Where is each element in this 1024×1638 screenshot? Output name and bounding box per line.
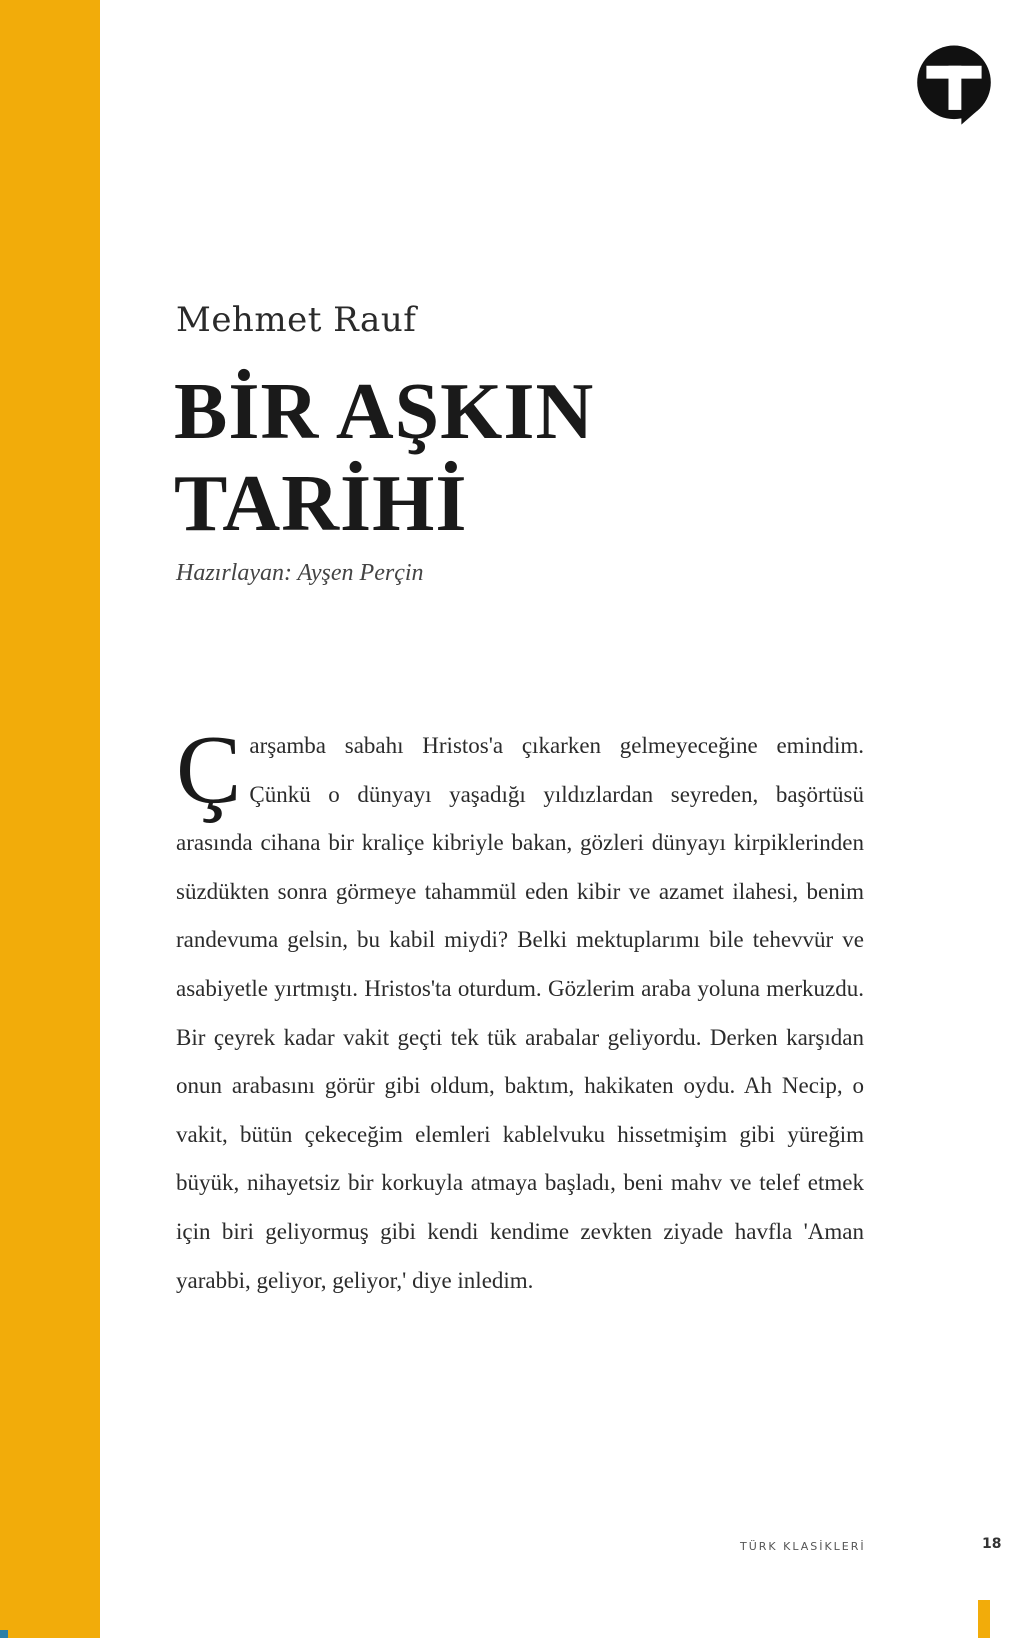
publisher-logo-icon xyxy=(908,40,1000,132)
book-title-line-2: TARİHİ xyxy=(174,460,468,548)
excerpt-text: arşamba sabahı Hristos'a çıkarken gelmeyeceğine emindim. Çünkü o dünyayı yaşadığı yıldızlardan seyreden, başörtüsü arasında cihana bir kraliçe kibriyle bakan, gözleri dünyayı kirpiklerinden süzdükten sonra görmeye tahammül eden kibir ve azamet ilahesi, benim randevuma gelsin, bu kabil miydi? Belki mektuplarımı bile tehevvür ve asabiyetle yırtmıştı. Hristos'ta oturdum. Gözlerim araba yoluna merkuzdu. Bir çeyrek kadar vakit geçti tek tük arabalar geliyordu. Derken karşıdan onun arabasını görür gibi oldum, baktım, hakikaten oydu. Ah Necip, o vakit, bütün çekeceğim elemleri kablelvuku hissetmişim gibi yüreğim büyük, nihayetsiz bir korkuyla atmaya başladı, beni mahv ve telef etmek için biri geliyormuş gibi kendi kendime zevkten ziyade havfla 'Aman yarabbi, geliyor, geliyor,' diye inledim. xyxy=(176,733,864,1293)
excerpt-paragraph xyxy=(176,716,864,1305)
cover-spine-stripe xyxy=(0,0,100,1638)
footer-accent-bar xyxy=(978,1600,990,1638)
spine-corner-mark xyxy=(0,1630,8,1638)
editor-credit: Hazırlayan: Ayşen Perçin xyxy=(176,560,424,586)
series-number: 18 xyxy=(982,1536,1002,1552)
series-name: TÜRK KLASİKLERİ xyxy=(740,1540,866,1553)
book-title-line-1: BİR AŞKIN xyxy=(174,368,595,456)
excerpt-drop-cap: Ç xyxy=(176,716,242,824)
book-title xyxy=(174,366,734,550)
author-name: Mehmet Rauf xyxy=(176,300,417,340)
